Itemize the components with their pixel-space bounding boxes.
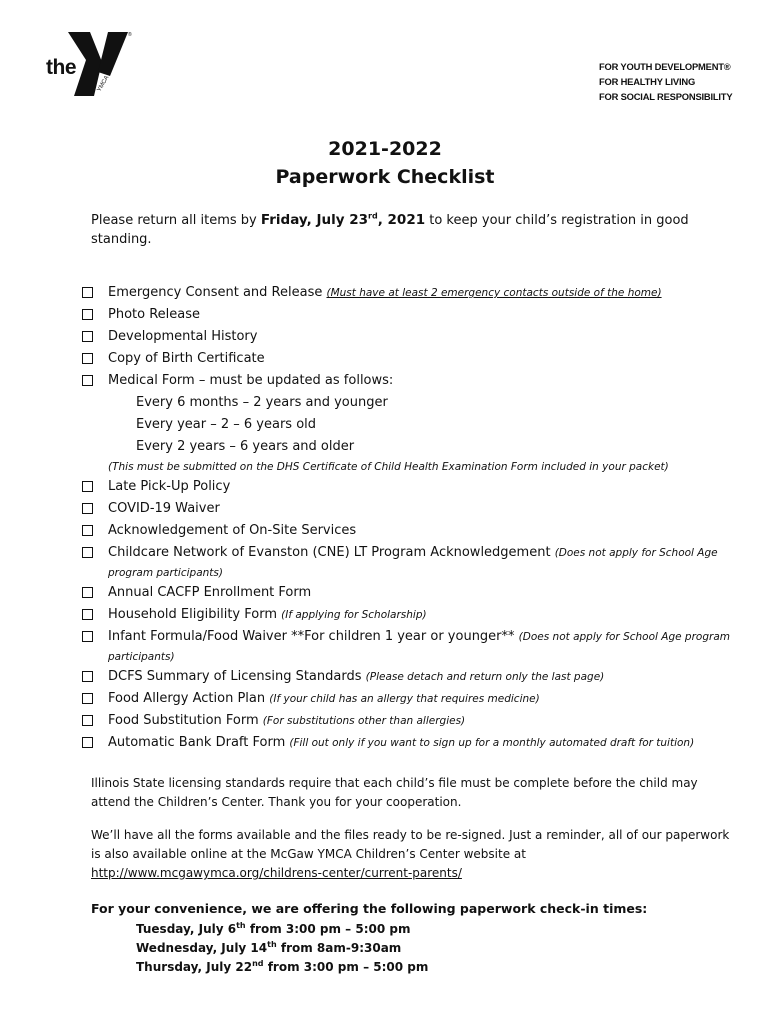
checkin-time: Tuesday, July 6th from 3:00 pm – 5:00 pm xyxy=(136,921,411,936)
item-note-continued: participants) xyxy=(108,651,175,663)
checkin-time: Wednesday, July 14th from 8am-9:30am xyxy=(136,940,402,955)
deadline-date: Friday, July 23rd, 2021 xyxy=(260,211,426,228)
ymca-logo-left-arm xyxy=(68,32,102,96)
trademark-mark: ® xyxy=(128,32,132,38)
checkbox[interactable] xyxy=(82,375,93,386)
ymca-logo-right-arm xyxy=(98,32,128,76)
checklist-item: Late Pick-Up Policy xyxy=(82,476,742,498)
checkbox[interactable] xyxy=(82,481,93,492)
checklist-item: Emergency Consent and Release (Must have at least 2 emergency contacts outside of the home) xyxy=(82,282,742,304)
checklist xyxy=(82,282,742,754)
checklist-item: Acknowledgement of On-Site Services xyxy=(82,520,742,542)
tagline xyxy=(599,59,732,104)
tagline-line: FOR YOUTH DEVELOPMENT® xyxy=(599,61,731,72)
checklist-item: Developmental History xyxy=(82,326,742,348)
title-year: 2021-2022 xyxy=(328,138,442,160)
checkbox[interactable] xyxy=(82,525,93,536)
licensing-paragraph: Illinois State licensing standards require that each child’s file must be complete before the child may attend the Children’s Center. Thank you for your cooperation. xyxy=(91,776,698,809)
checklist-item: Infant Formula/Food Waiver **For children 1 year or younger** (Does not apply for School Age program xyxy=(82,626,742,648)
checkbox[interactable] xyxy=(82,547,93,558)
forms-online-text: We’ll have all the forms available and the files ready to be re-signed. Just a reminder, all of our paperwork is also available online at the McGaw YMCA Children’s Center website at xyxy=(91,828,730,861)
checklist-item: COVID-19 Waiver xyxy=(82,498,742,520)
ymca-logo-icon xyxy=(64,28,136,100)
checkbox[interactable] xyxy=(82,587,93,598)
checkbox[interactable] xyxy=(82,609,93,620)
checklist-item: Photo Release xyxy=(82,304,742,326)
ymca-logo-text: YMCA xyxy=(96,74,111,93)
tagline-line: FOR HEALTHY LIVING xyxy=(599,76,696,87)
checkbox[interactable] xyxy=(82,503,93,514)
medical-note: (This must be submitted on the DHS Certificate of Child Health Examination Form included in your packet) xyxy=(108,461,669,473)
medical-schedule-line: Every 2 years – 6 years and older xyxy=(136,439,355,454)
checkin-heading: For your convenience, we are offering the following paperwork check-in times: xyxy=(91,901,648,916)
checkbox[interactable] xyxy=(82,715,93,726)
checkin-times xyxy=(136,920,428,977)
checkbox[interactable] xyxy=(82,737,93,748)
checkbox[interactable] xyxy=(82,331,93,342)
checkbox[interactable] xyxy=(82,309,93,320)
checkbox[interactable] xyxy=(82,287,93,298)
medical-schedule-line: Every year – 2 – 6 years old xyxy=(136,417,317,432)
medical-schedule-line: Every 6 months – 2 years and younger xyxy=(136,395,388,410)
intro-text: Please return all items by Friday, July 23rd, 2021 to keep your child’s registration in good standing. xyxy=(91,211,689,247)
checklist-item: Food Substitution Form (For substitutions other than allergies) xyxy=(82,710,742,732)
checklist-item: Medical Form – must be updated as follows: xyxy=(82,370,742,392)
checklist-item: DCFS Summary of Licensing Standards (Please detach and return only the last page) xyxy=(82,666,742,688)
page-title: Paperwork Checklist xyxy=(275,166,495,188)
checkbox[interactable] xyxy=(82,671,93,682)
checkbox[interactable] xyxy=(82,631,93,642)
logo-word-the: the xyxy=(46,56,76,79)
checklist-item: Copy of Birth Certificate xyxy=(82,348,742,370)
checklist-item: Food Allergy Action Plan (If your child has an allergy that requires medicine) xyxy=(82,688,742,710)
tagline-line: FOR SOCIAL RESPONSIBILITY xyxy=(599,91,733,102)
checklist-item: Automatic Bank Draft Form (Fill out only if you want to sign up for a monthly automated draft for tuition) xyxy=(82,732,742,754)
checklist-item: Childcare Network of Evanston (CNE) LT Program Acknowledgement (Does not apply for School Age xyxy=(82,542,742,564)
checkin-time: Thursday, July 22nd from 3:00 pm – 5:00 pm xyxy=(136,959,429,974)
item-note-continued: program participants) xyxy=(108,567,223,579)
forms-online-paragraph xyxy=(91,826,731,883)
checkbox[interactable] xyxy=(82,693,93,704)
checkbox[interactable] xyxy=(82,353,93,364)
checklist-item: Household Eligibility Form (If applying for Scholarship) xyxy=(82,604,742,626)
checklist-item: Annual CACFP Enrollment Form xyxy=(82,582,742,604)
parents-page-link[interactable]: http://www.mcgawymca.org/childrens-center/current-parents/ xyxy=(91,866,462,880)
